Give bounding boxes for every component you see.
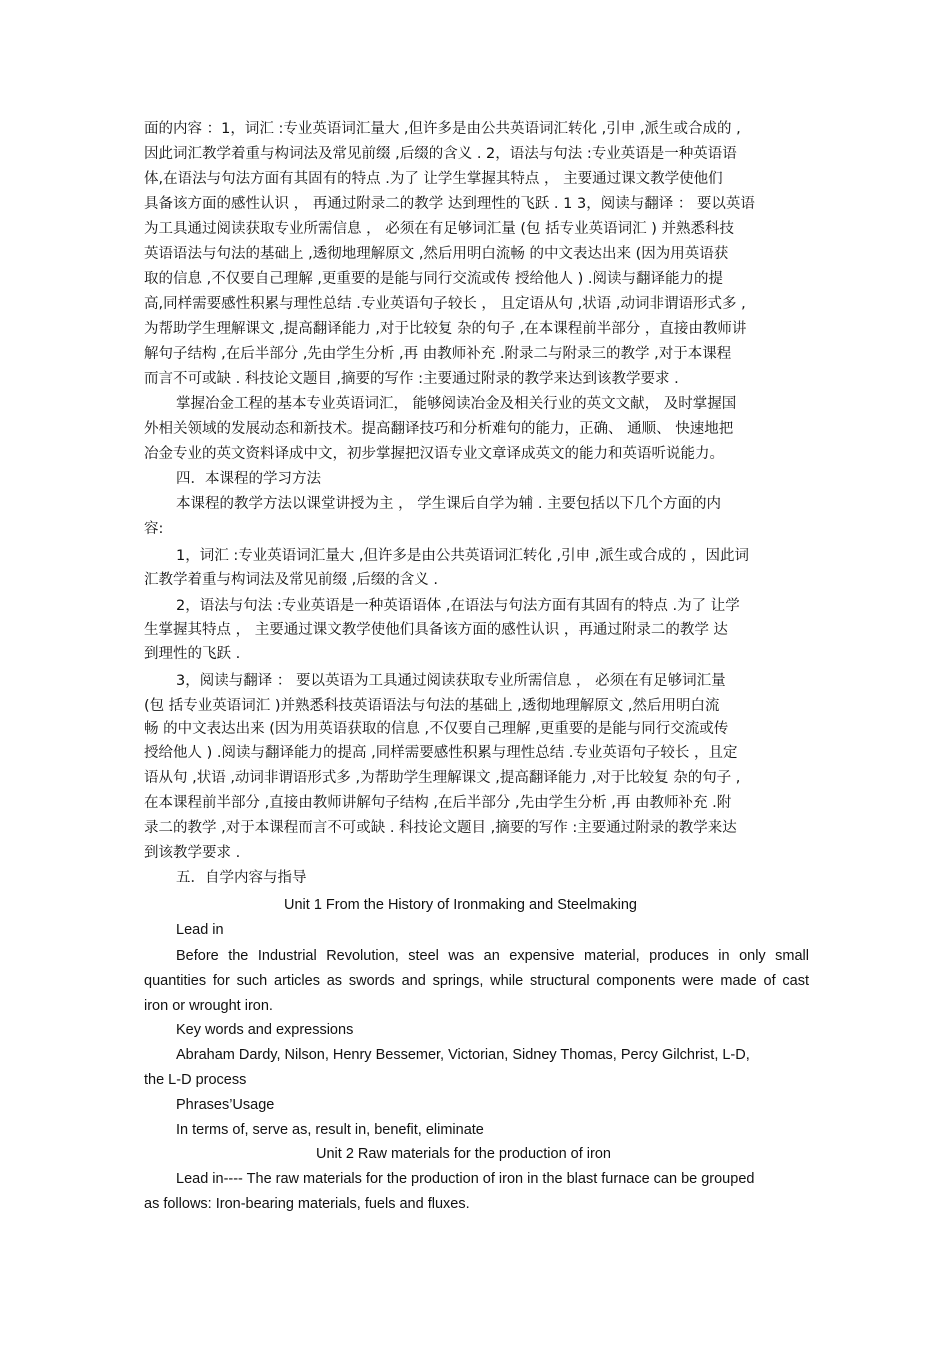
paragraph-1-line: 而言不可或缺 . 科技论文题目 ,摘要的写作 :主要通过附录的教学来达到该教学要求 .	[144, 371, 679, 387]
item-3-line: 录二的教学 ,对于本课程而言不可或缺 . 科技论文题目 ,摘要的写作 :主要通过附录的教学来达	[144, 820, 737, 836]
paragraph-1-line: 因此词汇教学着重与构词法及常见前缀 ,后缀的含义 . 2，语法与句法 :专业英语是一种英语语	[144, 146, 737, 162]
unit-1-key-words-label: Key words and expressions	[176, 1022, 354, 1038]
unit-2-title: Unit 2 Raw materials for the production of iron	[316, 1146, 611, 1162]
unit-1-phrases-label: Phrases’Usage	[176, 1097, 275, 1113]
paragraph-1-line: 为工具通过阅读获取专业所需信息 ， 必须在有足够词汇量 (包 括专业英语词汇 ) 并熟悉科技	[144, 221, 734, 237]
item-2-line: 到理性的飞跃 .	[144, 646, 241, 662]
unit-2-lead-in-line: Lead in---- The raw materials for the production of iron in the blast furnace can be grouped	[176, 1171, 755, 1187]
unit-1-lead-in-label: Lead in	[176, 922, 224, 938]
paragraph-1-line: 取的信息 ,不仅要自己理解 ,更重要的是能与同行交流或传 授给他人 ) .阅读与翻译能力的提	[144, 271, 724, 287]
item-3-line: 语从句 ,状语 ,动词非谓语形式多 ,为帮助学生理解课文 ,提高翻译能力 ,对于比较复 杂的句子 ,	[144, 770, 741, 786]
item-3-line: 到该教学要求 .	[144, 845, 241, 861]
unit-1-title: Unit 1 From the History of Ironmaking and Steelmaking	[284, 897, 637, 913]
section-5-heading: 五．自学内容与指导	[176, 870, 307, 886]
item-1-line: 汇教学着重与构词法及常见前缀 ,后缀的含义 .	[144, 572, 438, 588]
unit-2-lead-in-line: as follows: Iron-bearing materials, fuels and fluxes.	[144, 1196, 470, 1212]
paragraph-2-line: 外相关领域的发展动态和新技术。提高翻译技巧和分析难句的能力，正确、 通顺、 快速地把	[144, 421, 734, 437]
unit-1-phrases: In terms of, serve as, result in, benefit, eliminate	[176, 1122, 484, 1138]
unit-1-key-words-line: Abraham Dardy, Nilson, Henry Bessemer, Victorian, Sidney Thomas, Percy Gilchrist, L-D,	[176, 1047, 750, 1063]
paragraph-1-line: 面的内容 ：1，词汇 :专业英语词汇量大 ,但许多是由公共英语词汇转化 ,引申 ,派生或合成的 ,	[144, 121, 741, 137]
paragraph-2-line: 掌握冶金工程的基本专业英语词汇， 能够阅读冶金及相关行业的英文文献， 及时掌握国	[176, 396, 737, 412]
paragraph-1-line: 英语语法与句法的基础上 ,透彻地理解原文 ,然后用明白流畅 的中文表达出来 (因为用英语获	[144, 246, 729, 262]
unit-1-key-words-line: the L-D process	[144, 1072, 247, 1088]
item-3-line: 3，阅读与翻译 ： 要以英语为工具通过阅读获取专业所需信息 ， 必须在有足够词汇量	[176, 673, 726, 689]
unit-1-lead-in-line: iron or wrought iron.	[144, 998, 273, 1014]
item-2-line: 2，语法与句法 :专业英语是一种英语语体 ,在语法与句法方面有其固有的特点 .为了 让学	[176, 598, 740, 614]
item-1-line: 1，词汇 :专业英语词汇量大 ,但许多是由公共英语词汇转化 ,引申 ,派生或合成的 ，因此词	[176, 548, 749, 564]
section-4-intro-line: 本课程的教学方法以课堂讲授为主 ， 学生课后自学为辅 . 主要包括以下几个方面的内	[176, 496, 722, 512]
item-3-line: 畅 的中文表达出来 (因为用英语获取的信息 ,不仅要自己理解 ,更重要的是能与同行交流或传	[144, 721, 729, 737]
unit-1-lead-in-line: Before the Industrial Revolution, steel was an expensive material, produces in only small	[176, 948, 809, 964]
item-3-line: (包 括专业英语词汇 )并熟悉科技英语语法与句法的基础上 ,透彻地理解原文 ,然后用明白流	[144, 698, 720, 714]
item-3-line: 授给他人 ) .阅读与翻译能力的提高 ,同样需要感性积累与理性总结 .专业英语句子较长 ，且定	[144, 745, 738, 761]
section-4-intro-line: 容:	[144, 521, 164, 537]
item-2-line: 生掌握其特点 ， 主要通过课文教学使他们具备该方面的感性认识 ，再通过附录二的教学 达	[144, 622, 728, 638]
section-4-heading: 四．本课程的学习方法	[176, 471, 321, 487]
item-3-line: 在本课程前半部分 ,直接由教师讲解句子结构 ,在后半部分 ,先由学生分析 ,再 由教师补充 .附	[144, 795, 732, 811]
paragraph-1-line: 解句子结构 ,在后半部分 ,先由学生分析 ,再 由教师补充 .附录二与附录三的教学 ,对于本课程	[144, 346, 732, 362]
paragraph-1-line: 高,同样需要感性积累与理性总结 .专业英语句子较长 ， 且定语从句 ,状语 ,动词非谓语形式多 ,	[144, 296, 746, 312]
paragraph-1-line: 为帮助学生理解课文 ,提高翻译能力 ,对于比较复 杂的句子 ,在本课程前半部分 ，直接由教师讲	[144, 321, 747, 337]
paragraph-2-line: 冶金专业的英文资料译成中文，初步掌握把汉语专业文章译成英文的能力和英语听说能力。	[144, 446, 724, 462]
paragraph-1-line: 具备该方面的感性认识 ， 再通过附录二的教学 达到理性的飞跃 . 1 3，阅读与翻译 ： 要以英语	[144, 196, 755, 212]
paragraph-1-line: 体,在语法与句法方面有其固有的特点 .为了 让学生掌握其特点 ， 主要通过课文教学使他们	[144, 171, 723, 187]
unit-1-lead-in-line: quantities for such articles as swords and springs, while structural components were made of cast	[144, 973, 809, 989]
